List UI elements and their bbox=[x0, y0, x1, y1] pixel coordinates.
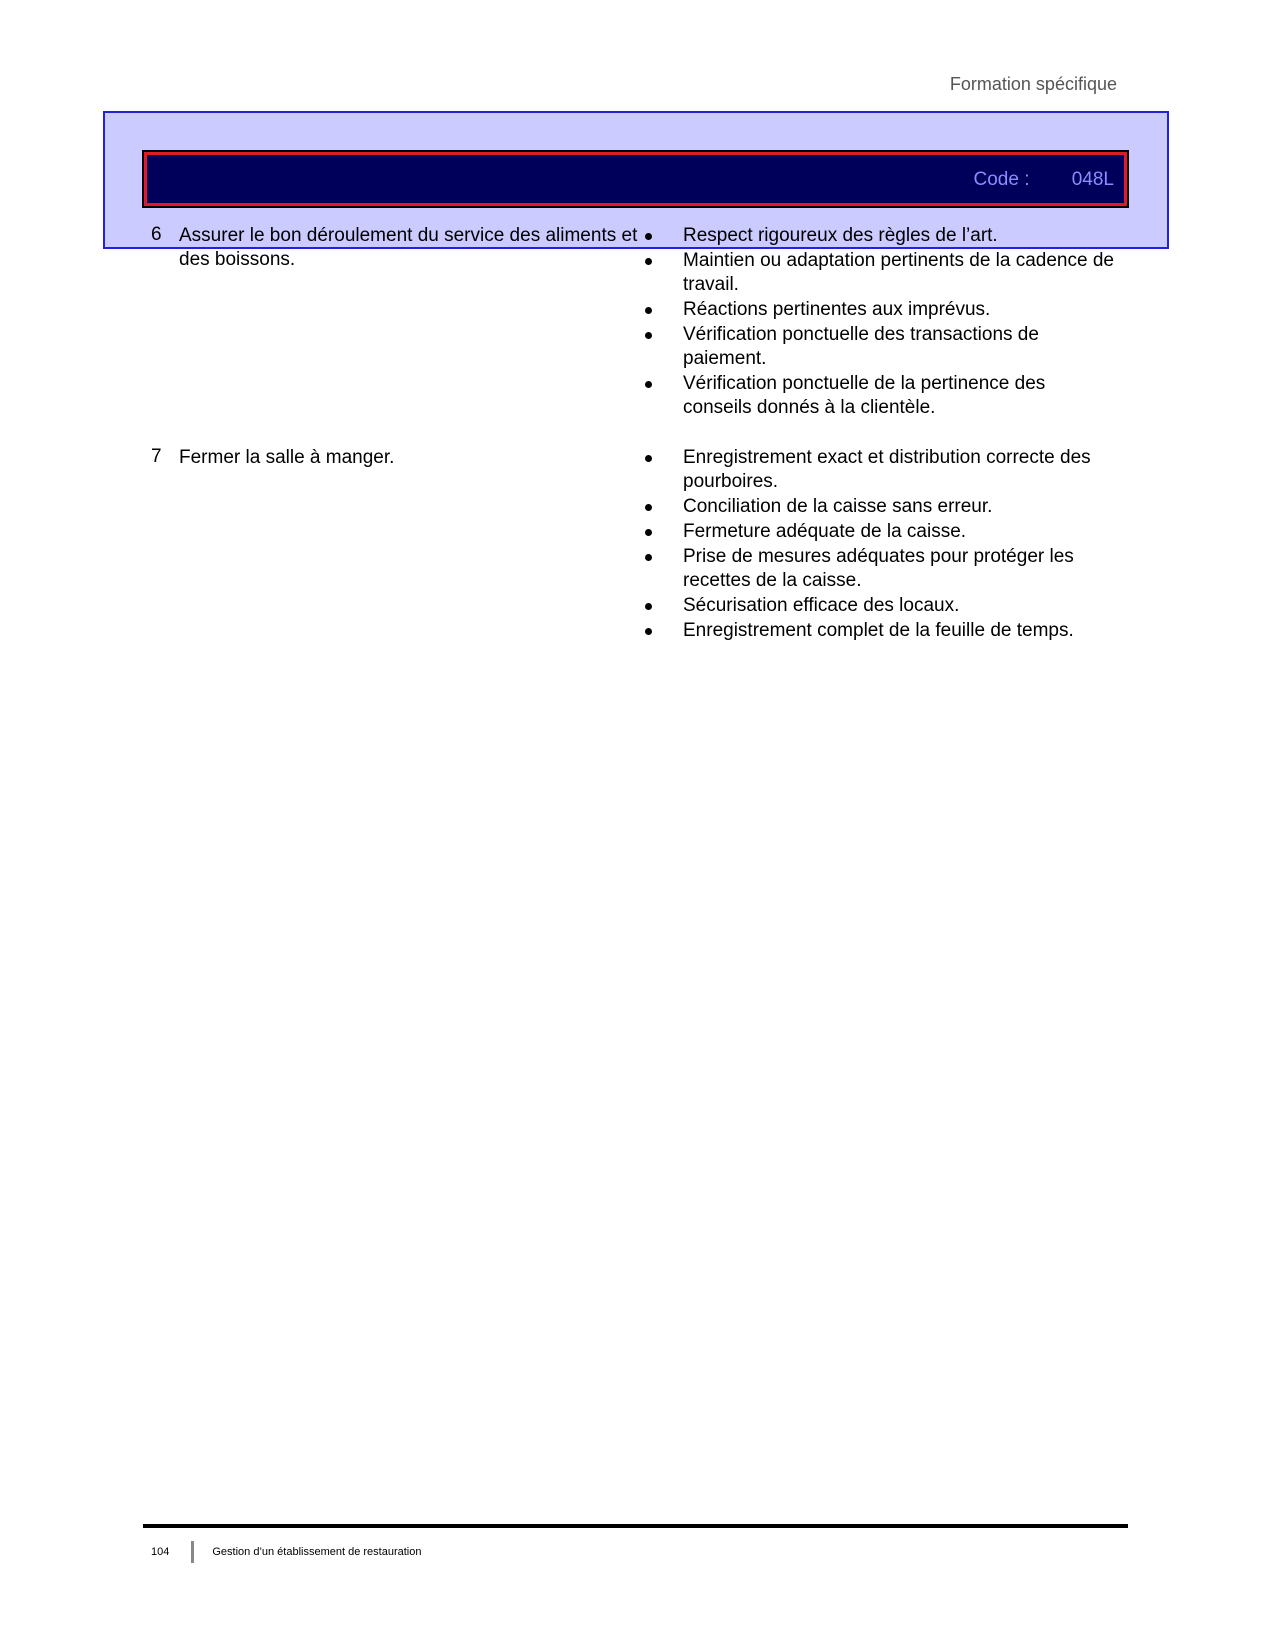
criterion-item bbox=[645, 323, 1115, 371]
running-head: Formation spécifique bbox=[949, 74, 1117, 94]
criterion-text: Prise de mesures adéquates pour protéger les recettes de la caisse. bbox=[683, 546, 1074, 591]
code-label bbox=[974, 169, 1115, 191]
footer-rule bbox=[143, 1524, 1128, 1528]
criteria-list bbox=[645, 224, 1115, 421]
criterion-text: Vérification ponctuelle des transactions de paiement. bbox=[683, 324, 1039, 369]
bullet-icon bbox=[645, 332, 652, 339]
criterion-text: Maintien ou adaptation pertinents de la cadence de travail. bbox=[683, 250, 1114, 295]
bullet-icon bbox=[645, 381, 652, 388]
bullet-icon bbox=[645, 504, 652, 511]
bullet-icon bbox=[645, 455, 652, 462]
step-number: 7 bbox=[151, 446, 162, 467]
criterion-text: Fermeture adéquate de la caisse. bbox=[683, 521, 967, 542]
page-footer bbox=[151, 1541, 421, 1563]
criterion-item bbox=[645, 446, 1115, 494]
code-value: 048L bbox=[1071, 169, 1114, 190]
bullet-icon bbox=[645, 258, 652, 265]
criterion-item bbox=[645, 520, 1115, 544]
criterion-text: Enregistrement exact et distribution correcte des pourboires. bbox=[683, 447, 1091, 492]
criterion-text: Conciliation de la caisse sans erreur. bbox=[683, 496, 993, 517]
criterion-item bbox=[645, 619, 1115, 643]
criterion-item bbox=[645, 594, 1115, 618]
criterion-item bbox=[645, 372, 1115, 420]
footer-title: Gestion d’un établissement de restauration bbox=[212, 1546, 422, 1558]
banner-title-bar bbox=[144, 152, 1127, 206]
bullet-icon bbox=[645, 233, 652, 240]
step-number: 6 bbox=[151, 224, 162, 245]
criterion-item bbox=[645, 495, 1115, 519]
page-number: 104 bbox=[151, 1546, 170, 1558]
step-text: Assurer le bon déroulement du service des aliments et des boissons. bbox=[179, 225, 638, 270]
criterion-text: Sécurisation efficace des locaux. bbox=[683, 595, 960, 616]
footer-divider bbox=[191, 1541, 194, 1563]
criteria-list bbox=[645, 446, 1115, 644]
criterion-text: Réactions pertinentes aux imprévus. bbox=[683, 299, 991, 320]
criterion-item bbox=[645, 224, 1115, 248]
criterion-item bbox=[645, 545, 1115, 593]
criterion-text: Vérification ponctuelle de la pertinence des conseils donnés à la clientèle. bbox=[683, 373, 1046, 418]
bullet-icon bbox=[645, 603, 652, 610]
step-text: Fermer la salle à manger. bbox=[179, 447, 395, 468]
criterion-text: Enregistrement complet de la feuille de temps. bbox=[683, 620, 1074, 641]
bullet-icon bbox=[645, 307, 652, 314]
bullet-icon bbox=[645, 554, 652, 561]
code-prefix: Code : bbox=[973, 169, 1030, 190]
criterion-item bbox=[645, 249, 1115, 297]
criterion-item bbox=[645, 298, 1115, 322]
bullet-icon bbox=[645, 628, 652, 635]
criterion-text: Respect rigoureux des règles de l’art. bbox=[683, 225, 998, 246]
bullet-icon bbox=[645, 529, 652, 536]
